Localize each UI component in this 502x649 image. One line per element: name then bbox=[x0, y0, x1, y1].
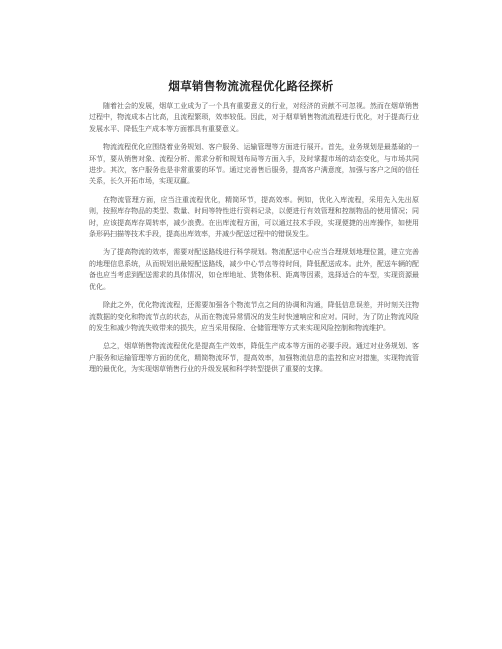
paragraph-2: 物流流程优化应围绕着业务规划、客户服务、运输管理等方面进行展开。首先，业务规划是最基础的一环节，要从销售对象、流程分析、需求分析和规划布局等方面入手，及时掌握市场的动态变化，与市场共同进步。其次，客户服务也是非常重要的环节。通过完善售后服务，提高客户满意度，加强与客户之间的信任关系，长久开拓市场，实现双赢。 bbox=[89, 143, 419, 186]
paragraph-5: 除此之外，优化物流流程，还需要加强各个物流节点之间的协调和沟通，降低信息误差，并时刻关注物流数据的变化和物流节点的状态，从而在物流异常情况的发生时快速响应和应对。同时，为了防止物流风险的发生和减少物流失败带来的损失，应当采用保险、仓储管理等方式来实现风险控制和物流维护。 bbox=[89, 301, 419, 332]
paragraph-3: 在物流管理方面，应当注重流程优化，精简环节，提高效率。例如，优化入库流程，采用先入先出原则，按照库存物品的类型、数量、时间等特性进行资料记录，以便进行有效管理和控制物品的使用情况；同时，应该提高库存周转率，减少浪费。在出库流程方面，可以通过技术手段，实现便捷的出库操作，如使用条形码扫描等技术手段，提高出库效率，并减少配送过程中的错误发生。 bbox=[89, 195, 419, 239]
document-title: 烟草销售物流流程优化路径探析 bbox=[168, 79, 334, 93]
paragraph-1: 随着社会的发展，烟草工业成为了一个具有重要意义的行业，对经济的贡献不可忽视。然而在烟草销售过程中，物流成本占比高，且流程繁琐，效率较低。因此，对于烟草销售物流流程进行优化，对于提高行业发展水平、降低生产成本等方面都具有重要意义。 bbox=[89, 102, 419, 133]
document-body bbox=[89, 101, 419, 383]
paragraph-4: 为了提高物流的效率，需要对配送路线进行科学规划。物流配送中心应当合理规划地理位置，建立完善的地理信息系统，从而规划出最短配送路线，减少中心节点等待时间，降低配送成本。此外，配送车辆的配备也应当考虑到配送需求的具体情况，如仓库地址、货物体积、距离等因素，选择适合的车型，实现资源最优化。 bbox=[89, 248, 419, 291]
paragraph-6: 总之，烟草销售物流流程优化是提高生产效率，降低生产成本等方面的必要手段。通过对业务规划、客户服务和运输管理等方面的优化，精简物流环节，提高效率，加强物流信息的监控和应对措施，实现物流管理的最优化，为实现烟草销售行业的升级发展和科学转型提供了重要的支撑。 bbox=[89, 342, 419, 374]
